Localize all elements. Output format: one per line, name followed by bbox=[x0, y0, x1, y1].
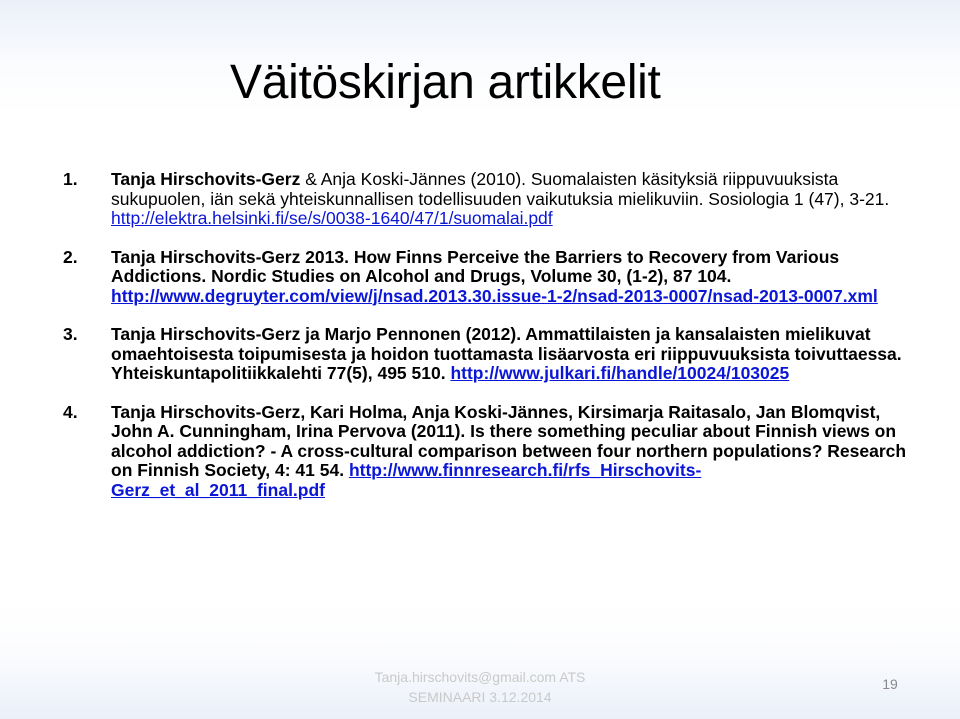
reference-item bbox=[63, 170, 913, 229]
reference-number: 4. bbox=[63, 401, 78, 422]
reference-text: Tanja Hirschovits-Gerz, Kari Holma, Anja Koski-Jännes, Kirsimarja Raitasalo, Jan Blomqvist, John A. Cunningham, Irina Pervova (2011). Is there something peculiar about Finnish views on alcohol addiction? - A cross-cultural comparison between four northern populations? Research on Finnish Society, 4: 41 54. bbox=[111, 401, 907, 480]
reference-number: 1. bbox=[63, 169, 78, 189]
page-number: 19 bbox=[882, 676, 898, 692]
reference-item bbox=[63, 248, 913, 307]
reference-number: 3. bbox=[63, 324, 78, 344]
reference-body bbox=[111, 325, 913, 384]
reference-body bbox=[111, 403, 913, 501]
reference-text: Tanja Hirschovits-Gerz 2013. How Finns Perceive the Barriers to Recovery from Various Addictions. Nordic Studies on Alcohol and Drugs, Volume 30, (1-2), 87 104. bbox=[111, 246, 840, 286]
reference-body bbox=[111, 170, 913, 229]
reference-item bbox=[63, 325, 913, 384]
reference-list bbox=[63, 170, 913, 519]
footer-email: Tanja.hirschovits@gmail.com ATS bbox=[374, 669, 586, 685]
reference-link[interactable]: http://www.degruyter.com/view/j/nsad.2013.30.issue-1-2/nsad-2013-0007/nsad-2013-0007.xml bbox=[111, 285, 878, 306]
reference-link[interactable]: http://www.finnresearch.fi/rfs_Hirschovits-Gerz_et_al_2011_final.pdf bbox=[111, 460, 702, 500]
reference-body bbox=[111, 248, 913, 307]
slide-title: Väitöskirjan artikkelit bbox=[230, 56, 661, 109]
slide-footer bbox=[360, 667, 600, 707]
reference-item bbox=[63, 403, 913, 501]
footer-event: SEMINAARI 3.12.2014 bbox=[408, 689, 552, 705]
reference-link[interactable]: http://www.julkari.fi/handle/10024/103025 bbox=[450, 363, 790, 383]
reference-text: Tanja Hirschovits-Gerz ja Marjo Pennonen (2012). Ammattilaisten ja kansalaisten mielikuvat omaehtoisesta toipumisesta ja hoidon tuottamasta lisäarvosta eri riippuvuuksista toivuttaessa. Yhteiskuntapolitiikkalehti 77(5), 495 510. bbox=[111, 324, 902, 383]
reference-author: Tanja Hirschovits-Gerz bbox=[111, 169, 301, 189]
reference-text: & Anja Koski-Jännes (2010). Suomalaisten käsityksiä riippuvuuksista sukupuolen, iän sekä yhteiskunnallisen todellisuuden vaikutuksia mielikuviin. Sosiologia 1 (47), 3-21. bbox=[111, 169, 890, 209]
reference-link[interactable]: http://elektra.helsinki.fi/se/s/0038-1640/47/1/suomalai.pdf bbox=[111, 208, 553, 228]
reference-number: 2. bbox=[63, 246, 78, 267]
